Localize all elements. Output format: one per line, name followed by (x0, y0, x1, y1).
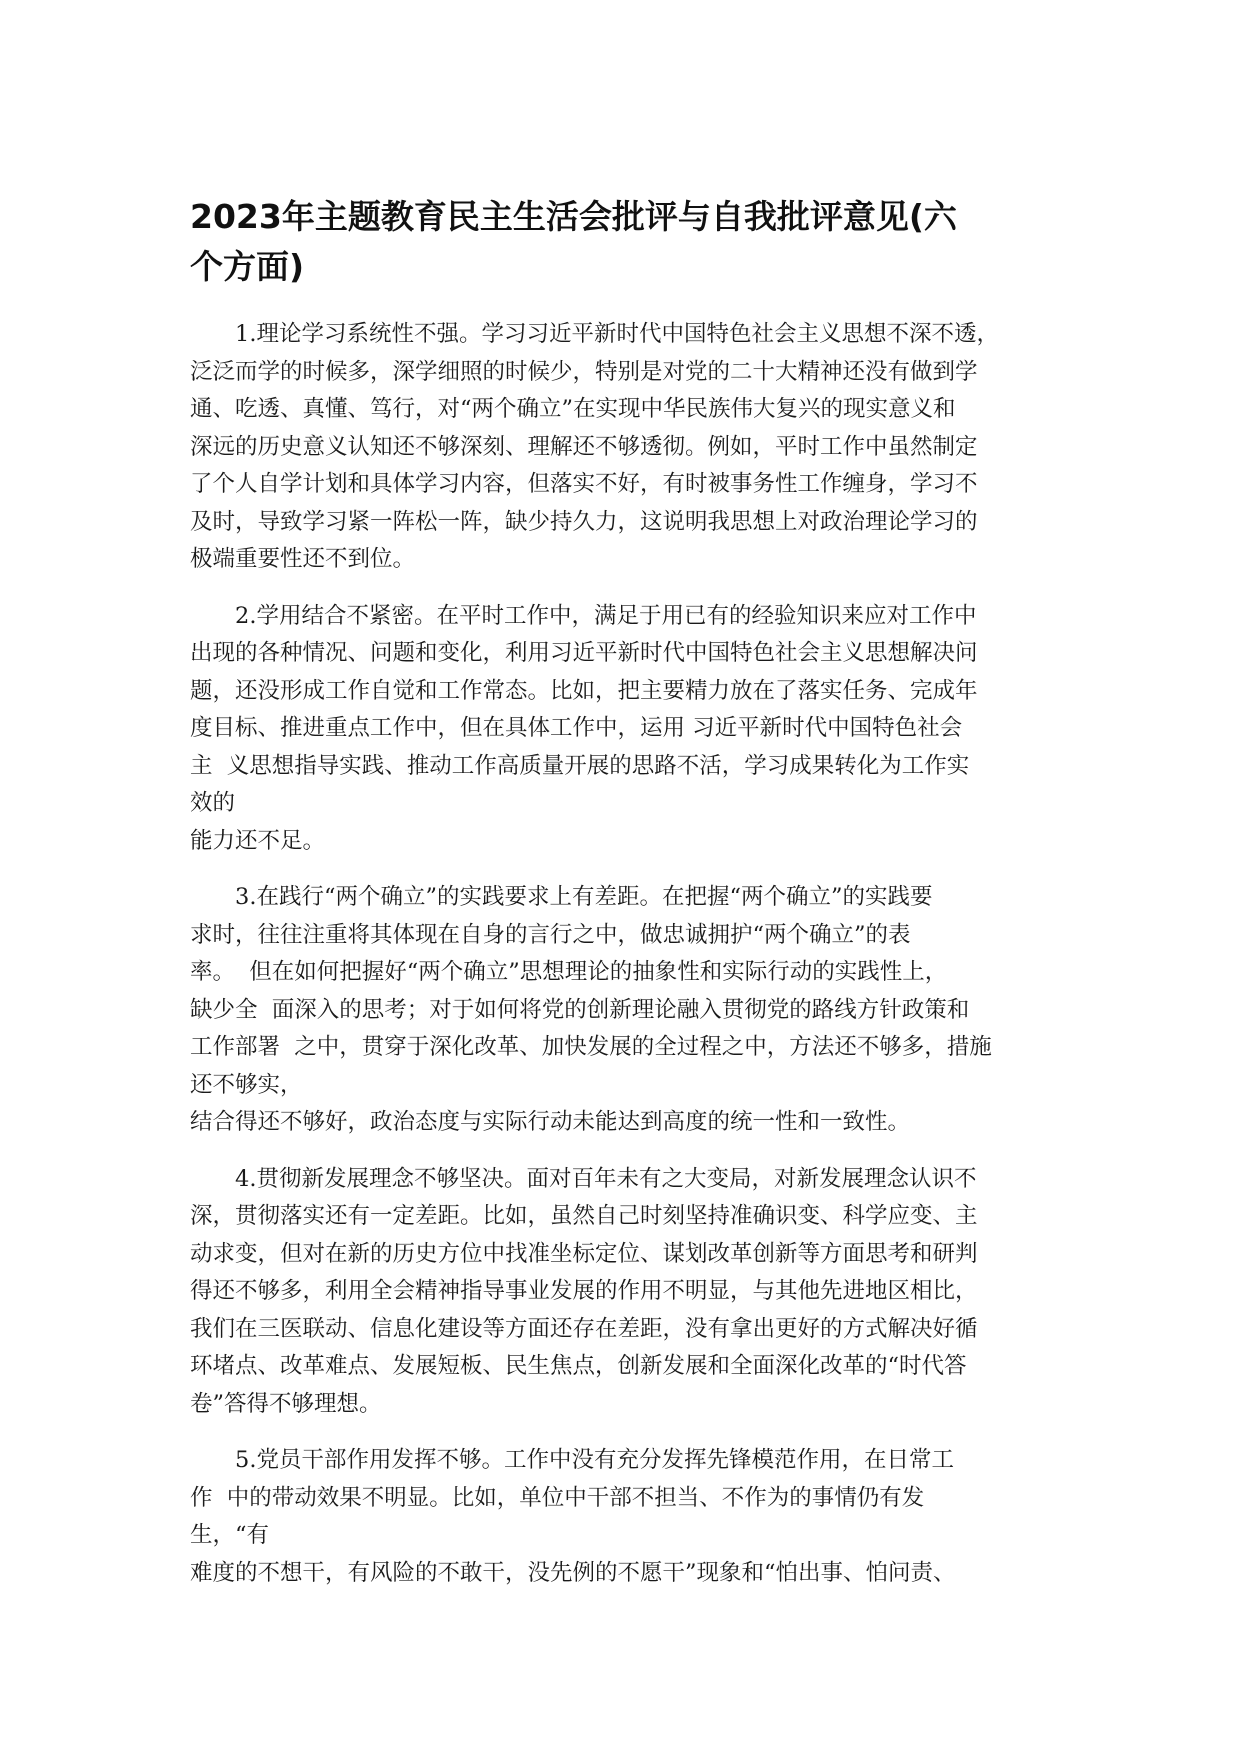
paragraph-line: 出现的各种情况、问题和变化，利用习近平新时代中国特色社会主义思想解决问 (190, 640, 978, 666)
document-title (190, 192, 1070, 292)
paragraph (190, 879, 1060, 1142)
paragraph-line: 了个人自学计划和具体学习内容，但落实不好，有时被事务性工作缠身，学习不 (190, 471, 978, 497)
paragraph-line: 卷”答得不够理想。 (190, 1390, 382, 1417)
paragraph-line: 难度的不想干，有风险的不敢干，没先例的不愿干”现象和“怕出事、怕问责、 (190, 1559, 956, 1586)
paragraph-line: 求时，往往注重将其体现在自身的言行之中，做忠诚拥护“两个确立”的表 (190, 921, 911, 948)
paragraph-line: 深远的历史意义认知还不够深刻、理解还不够透彻。例如，平时工作中虽然制定 (190, 433, 978, 460)
paragraph-line: 极端重要性还不到位。 (190, 546, 416, 572)
document-body (190, 316, 1060, 1611)
paragraph-line: 及时，导致学习紧一阵松一阵，缺少持久力，这说明我思想上对政治理论学习的 (190, 508, 978, 535)
paragraph-line: 题，还没形成工作自觉和工作常态。比如，把主要精力放在了落实任务、完成年 (190, 677, 978, 704)
paragraph-line: 环堵点、改革难点、发展短板、民生焦点，创新发展和全面深化改革的“时代答 (190, 1353, 967, 1379)
paragraph-line: 还不够实， (190, 1071, 303, 1098)
paragraph-line: 得还不够多，利用全会精神指导事业发展的作用不明显，与其他先进地区相比， (190, 1278, 978, 1304)
paragraph-line: 1.理论学习系统性不强。学习习近平新时代中国特色社会主义思想不深不透， (235, 321, 999, 347)
paragraph (190, 1442, 1060, 1592)
paragraph-line: 能力还不足。 (190, 827, 326, 854)
paragraph (190, 598, 1060, 861)
paragraph-line: 3.在践行“两个确立”的实践要求上有差距。在把握“两个确立”的实践要 (235, 884, 933, 910)
paragraph-line: 泛泛而学的时候多，深学细照的时候少，特别是对党的二十大精神还没有做到学 (190, 358, 978, 385)
paragraph-line: 效的 (190, 790, 236, 816)
paragraph-line: 缺少全 面深入的思考；对于如何将党的创新理论融入贯彻党的路线方针政策和 (190, 996, 970, 1023)
title-line: 2023年主题教育民主生活会批评与自我批评意见(六 (190, 197, 957, 236)
paragraph-line: 通、吃透、真懂、笃行，对“两个确立”在实现中华民族伟大复兴的现实意义和 (190, 396, 956, 422)
paragraph-line: 深，贯彻落实还有一定差距。比如，虽然自己时刻坚持准确识变、科学应变、主 (190, 1203, 978, 1229)
paragraph-line: 工作部署 之中，贯穿于深化改革、加快发展的全过程之中，方法还不够多，措施 (190, 1034, 992, 1060)
title-line: 个方面) (190, 247, 305, 286)
paragraph-line: 生，“有 (190, 1522, 270, 1548)
paragraph (190, 1161, 1060, 1424)
paragraph (190, 316, 1060, 579)
paragraph-line: 5.党员干部作用发挥不够。工作中没有充分发挥先锋模范作用，在日常工 (235, 1447, 954, 1473)
paragraph-line: 结合得还不够好，政治态度与实际行动未能达到高度的统一性和一致性。 (190, 1109, 911, 1135)
paragraph-line: 我们在三医联动、信息化建设等方面还存在差距，没有拿出更好的方式解决好循 (190, 1315, 978, 1342)
paragraph-line: 度目标、推进重点工作中，但在具体工作中，运用 习近平新时代中国特色社会 (190, 715, 963, 741)
paragraph-line: 动求变，但对在新的历史方位中找准坐标定位、谋划改革创新等方面思考和研判 (190, 1240, 978, 1267)
paragraph-line: 主 义思想指导实践、推动工作高质量开展的思路不活，学习成果转化为工作实 (190, 752, 970, 779)
paragraph-line: 2.学用结合不紧密。在平时工作中，满足于用已有的经验知识来应对工作中 (235, 602, 977, 629)
paragraph-line: 4.贯彻新发展理念不够坚决。面对百年未有之大变局，对新发展理念认识不 (235, 1165, 977, 1192)
paragraph-line: 率。 但在如何把握好“两个确立”思想理论的抽象性和实际行动的实践性上， (190, 959, 948, 985)
paragraph-line: 作 中的带动效果不明显。比如，单位中干部不担当、不作为的事情仍有发 (190, 1484, 925, 1511)
